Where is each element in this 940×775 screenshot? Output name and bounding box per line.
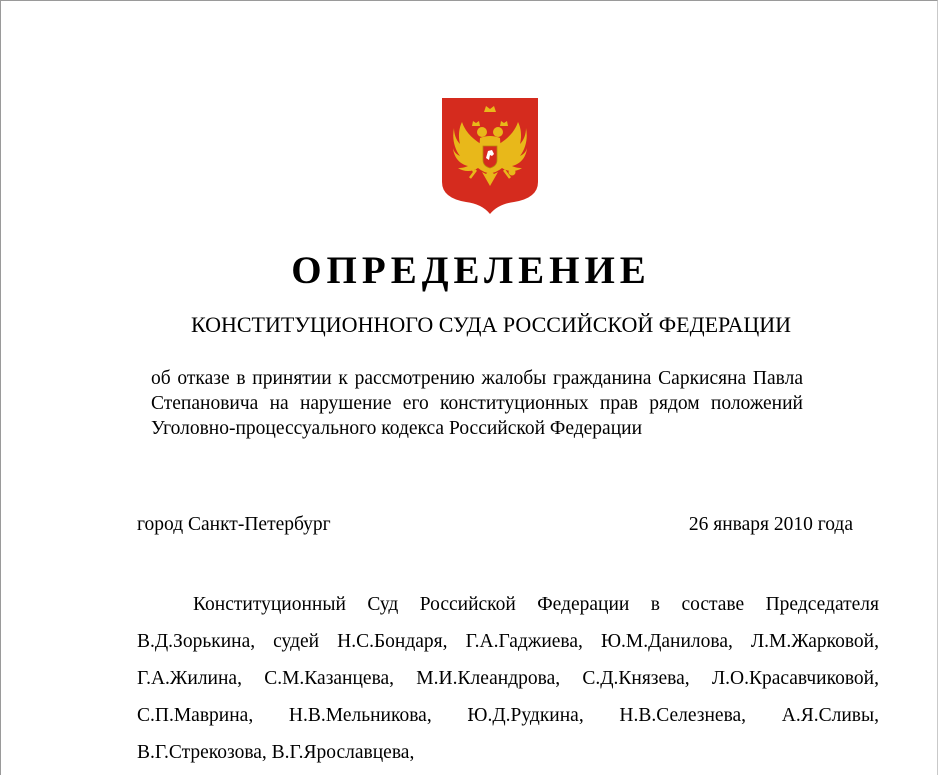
place-of-issue: город Санкт-Петербург <box>137 514 331 535</box>
date-of-issue: 26 января 2010 года <box>688 514 853 535</box>
body-paragraph: Конституционный Суд Российской Федерации в составе Председателя В.Д.Зорькина, судей Н.С.Бондаря, Г.А.Гаджиева, Ю.М.Данилова, Л.М.Жарковой, Г.А.Жилина, С.М.Казанцева, М.И.Клеандрова, С.Д.Князева, Л.О.Красавчиковой, С.П.Маврина, Н.В.Мельникова, Ю.Д.Рудкина, Н.В.Селезнева, А.Я.Сливы, В.Г.Стрекозова, В.Г.Ярославцева, <box>137 594 879 763</box>
court-name: КОНСТИТУЦИОННОГО СУДА РОССИЙСКОЙ ФЕДЕРАЦИИ <box>190 312 792 337</box>
document-title: ОПРЕДЕЛЕНИЕ <box>291 249 651 292</box>
russian-coat-of-arms-icon <box>442 98 538 214</box>
document-subject: об отказе в принятии к рассмотрению жалобы гражданина Саркисяна Павла Степановича на нарушение его конституционных прав рядом положений Уголовно-процессуального кодекса Российской Федерации <box>151 368 803 439</box>
